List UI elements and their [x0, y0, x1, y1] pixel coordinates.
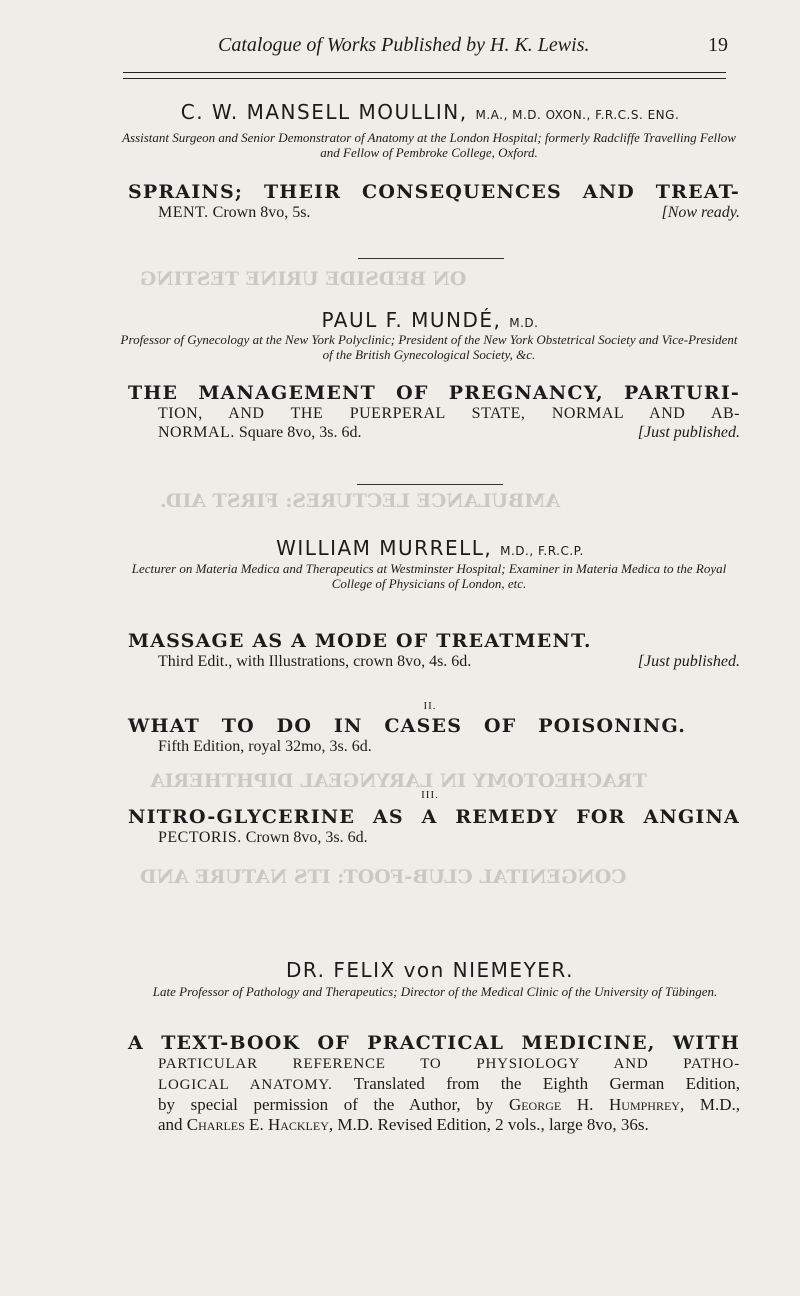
- edition-price: Third Edit., with Illustrations, crown 8vo, 4s. 6d.: [158, 653, 472, 670]
- work-title: NITRO-GLYCERINE AS A REMEDY FOR ANGINA: [128, 806, 740, 828]
- author-name: DR. FELIX von NIEMEYER.: [286, 958, 574, 982]
- section-divider: [358, 258, 504, 259]
- work-entry: [128, 715, 740, 756]
- edition-price: Square 8vo, 3s. 6d.: [238, 424, 362, 441]
- work-title: MASSAGE AS A MODE OF TREATMENT.: [128, 630, 592, 652]
- bleed-through: TRACHEOTOMY IN LARYNGEAL DIPHTHERIA: [150, 770, 647, 792]
- work-title: A TEXT-BOOK OF PRACTICAL MEDICINE, WITH: [128, 1032, 740, 1054]
- author-heading: [100, 958, 760, 982]
- translation-note: by special permission of the Author, by: [158, 1095, 494, 1114]
- title-continuation: PECTORIS.: [158, 829, 242, 846]
- author-name: PAUL F. MUNDÉ,: [321, 308, 502, 332]
- work-numeral: III.: [421, 789, 439, 801]
- work-details: [158, 828, 740, 847]
- work-details: [158, 423, 740, 442]
- description-line: [158, 1095, 740, 1115]
- work-title: WHAT TO DO IN CASES OF POISONING.: [128, 715, 687, 737]
- work-title: THE MANAGEMENT OF PREGNANCY, PARTURI-: [128, 382, 740, 404]
- author-description: Late Professor of Pathology and Therapeutics; Director of the Medical Clinic of the University of Tübingen.: [152, 984, 718, 999]
- bleed-through: AMBULANCE LECTURES: FIRST AID.: [160, 490, 561, 512]
- author-name: C. W. MANSELL MOULLIN,: [180, 100, 468, 124]
- publication-status: [Now ready.: [661, 204, 740, 221]
- author-heading: [100, 100, 760, 124]
- bleed-through: CONGENITAL CLUB-FOOT: ITS NATURE AND: [140, 866, 627, 888]
- author-heading: [100, 308, 760, 332]
- bleed-through: ON BEDSIDE URINE TESTING: [140, 268, 467, 290]
- edition-price: Crown 8vo, 3s. 6d.: [245, 829, 368, 846]
- translator-quals: , M.D.,: [679, 1095, 740, 1114]
- translator-name: Charles E. Hackley: [186, 1115, 329, 1134]
- running-title: Catalogue of Works Published by H. K. Lewis.: [218, 34, 590, 56]
- description-line: [158, 1115, 740, 1135]
- running-header: [120, 34, 730, 64]
- work-details: [158, 1054, 740, 1135]
- author-description: Assistant Surgeon and Senior Demonstrator of Anatomy at the London Hospital; formerly Radcliffe Travelling Fellow and Fellow of Pembroke College, Oxford.: [122, 130, 736, 160]
- work-numeral: II.: [423, 700, 437, 712]
- work-entry: [128, 181, 740, 222]
- author-qualifications: M.A., M.D. OXON., F.R.C.S. ENG.: [475, 108, 680, 122]
- author-qualifications: M.D., F.R.C.P.: [500, 544, 584, 558]
- edition-price: Crown 8vo, 5s.: [212, 204, 311, 221]
- translator-name: George H. Humphrey: [508, 1095, 680, 1114]
- title-continuation: LOGICAL ANATOMY.: [158, 1077, 333, 1093]
- author-qualifications: M.D.: [509, 316, 539, 330]
- edition-price: , M.D. Revised Edition, 2 vols., large 8vo, 36s.: [328, 1115, 649, 1134]
- work-title: SPRAINS; THEIR CONSEQUENCES AND TREAT-: [128, 181, 740, 203]
- title-continuation: PARTICULAR REFERENCE TO PHYSIOLOGY AND PATHO-: [158, 1056, 740, 1072]
- header-rule: [123, 78, 726, 79]
- work-details: [158, 737, 740, 756]
- section-divider: [357, 484, 503, 485]
- publication-status: [Just published.: [637, 653, 740, 670]
- header-rule: [123, 72, 726, 73]
- work-entry: [128, 806, 740, 847]
- description-line: [158, 1074, 740, 1095]
- work-details: [158, 652, 740, 671]
- work-details: [158, 203, 740, 222]
- title-continuation: TION, AND THE PUERPERAL STATE, NORMAL AND AB-: [158, 405, 740, 422]
- author-heading: [100, 536, 760, 560]
- author-name: WILLIAM MURRELL,: [276, 536, 493, 560]
- publication-status: [Just published.: [637, 424, 740, 441]
- conjunction: and: [158, 1115, 183, 1134]
- author-description: Professor of Gynecology at the New York Polyclinic; President of the New York Obstetrical Society and Vice-President of the British Gynecological Society, &c.: [120, 332, 738, 362]
- title-continuation: NORMAL.: [158, 424, 235, 441]
- author-description: Lecturer on Materia Medica and Therapeutics at Westminster Hospital; Examiner in Materia Medica to the Royal College of Physicians of London, etc.: [131, 561, 727, 591]
- work-entry: [128, 382, 740, 442]
- work-entry: [128, 1032, 740, 1135]
- edition-price: Fifth Edition, royal 32mo, 3s. 6d.: [158, 738, 372, 755]
- title-continuation: MENT.: [158, 204, 209, 221]
- work-entry: [128, 630, 740, 671]
- page-number: 19: [708, 34, 728, 56]
- translation-note: Translated from the Eighth German Edition,: [353, 1074, 740, 1093]
